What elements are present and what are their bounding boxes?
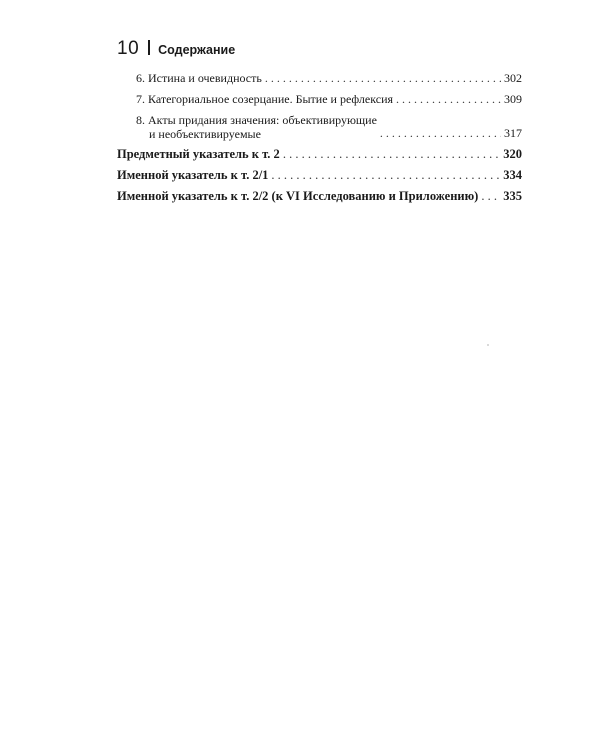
running-header <box>117 38 235 60</box>
toc-entry-label: Именной указатель к т. 2/1 <box>117 168 269 182</box>
dot-leader <box>283 147 500 162</box>
paper-speck <box>487 344 489 346</box>
running-title: Содержание <box>158 43 236 57</box>
table-of-contents <box>117 71 522 210</box>
toc-entry-label: 7. Категориальное созерцание. Бытие и рефлексия <box>136 92 394 106</box>
dot-leader <box>380 126 501 141</box>
toc-entry[interactable] <box>117 168 522 183</box>
toc-entry-page: 317 <box>504 126 522 140</box>
dot-leader <box>481 189 500 204</box>
dot-leader <box>271 168 500 183</box>
toc-entry[interactable] <box>117 92 522 107</box>
toc-entry-label <box>136 113 377 141</box>
toc-entry-label-line: и необъективируемые <box>149 127 261 141</box>
toc-entry[interactable] <box>117 147 522 162</box>
dot-leader <box>396 92 501 107</box>
page-number: 10 <box>117 38 140 59</box>
toc-entry-label: Предметный указатель к т. 2 <box>117 147 280 161</box>
toc-entry-page: 309 <box>504 92 522 106</box>
toc-entry[interactable] <box>117 113 522 141</box>
toc-entry[interactable] <box>117 189 522 204</box>
header-separator <box>148 40 150 55</box>
toc-entry-page: 334 <box>503 168 522 182</box>
toc-entry-label-line: 8. Акты придания значения: объективирующие <box>136 113 377 127</box>
toc-entry[interactable] <box>117 71 522 86</box>
toc-entry-label: 6. Истина и очевидность <box>136 71 262 85</box>
dot-leader <box>265 71 501 86</box>
toc-entry-page: 320 <box>503 147 522 161</box>
toc-entry-page: 335 <box>503 189 522 203</box>
toc-entry-label: Именной указатель к т. 2/2 (к VI Исследованию и Приложению) <box>117 189 479 203</box>
toc-entry-page: 302 <box>504 71 522 85</box>
